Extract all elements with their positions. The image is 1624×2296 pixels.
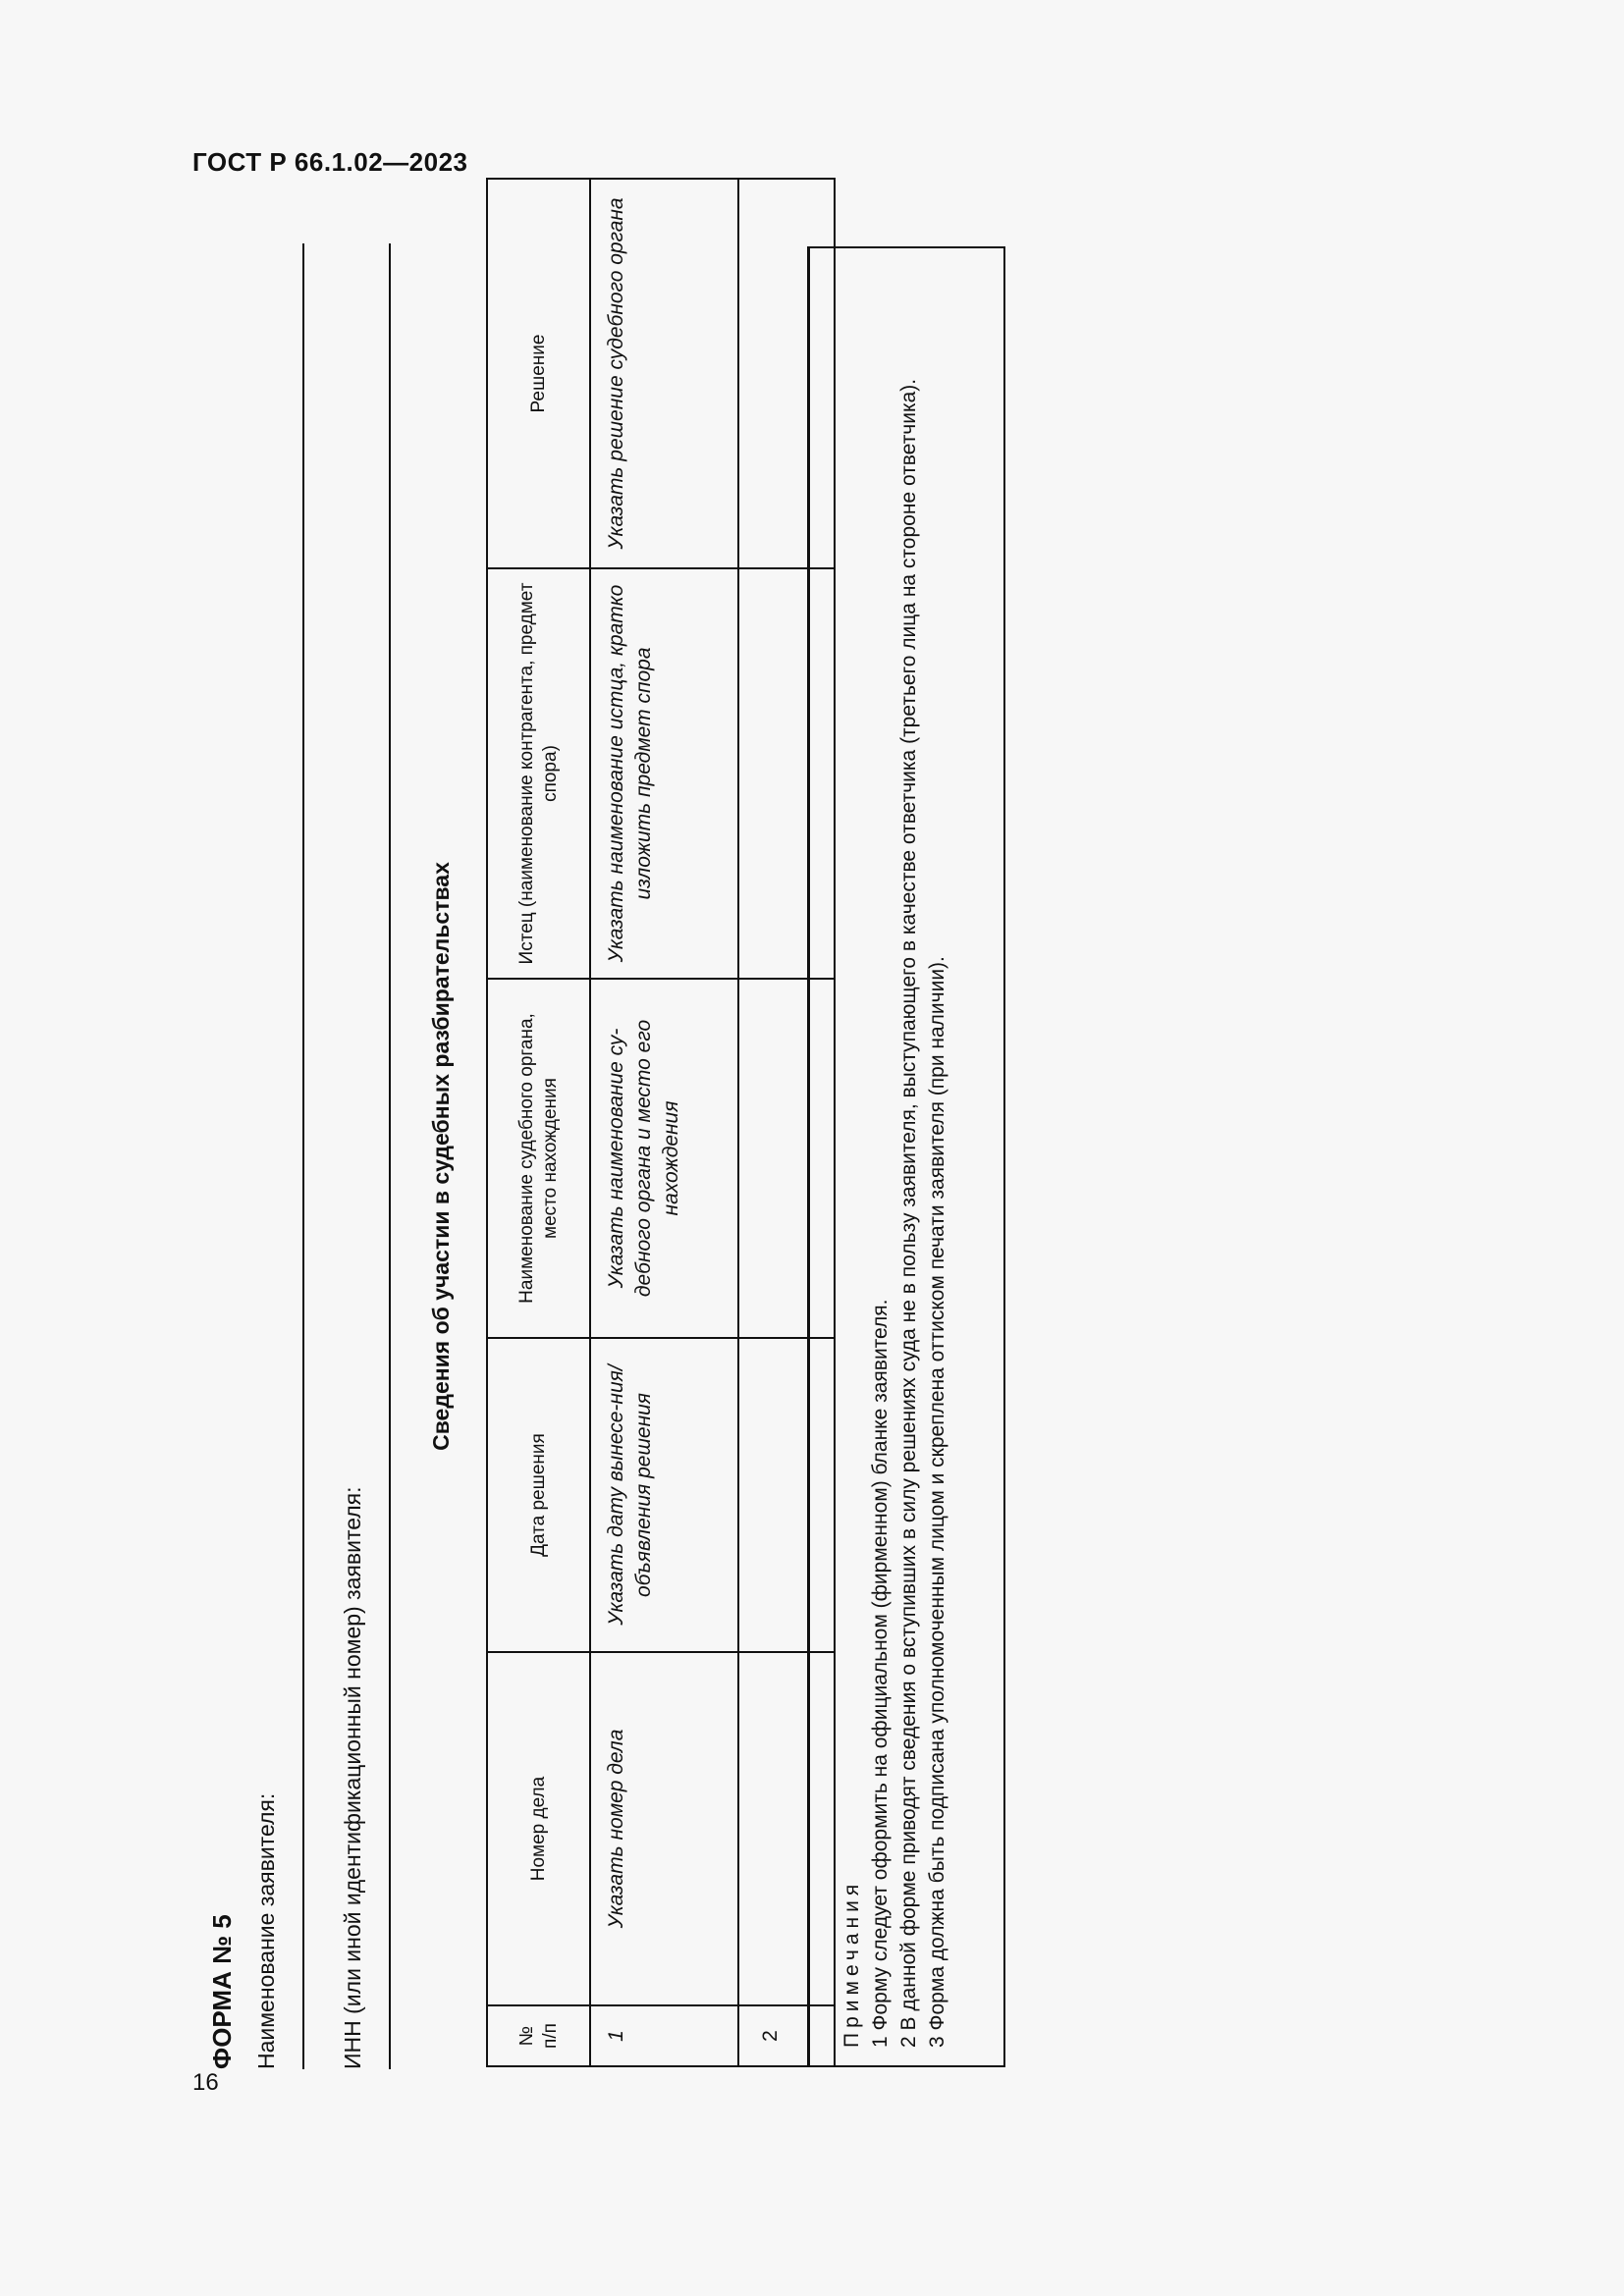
header-cell: № п/п — [487, 2005, 590, 2066]
page-number: 16 — [192, 2069, 219, 2096]
table-cell: 2 — [738, 2005, 835, 2066]
table-cell: Указать решение судебного органа — [590, 179, 738, 568]
header-cell: Наименование судебного органа, место нахождения — [487, 979, 590, 1338]
applicant-name-label: Наименование заявителя: — [253, 1792, 279, 2069]
table-cell: 1 — [590, 2005, 738, 2066]
table-row — [590, 179, 738, 2066]
applicant-name-line — [302, 243, 304, 2069]
litigation-table — [486, 178, 836, 2067]
header-cell: Дата решения — [487, 1338, 590, 1652]
notes-title: Примечания — [840, 1879, 863, 2048]
table-cell: Указать дату вынесе-ния/объявления решения — [590, 1338, 738, 1652]
note-item: 3 Форма должна быть подписана уполномоченным лицом и скреплена оттиском печати заявителя (при наличии). — [926, 956, 948, 2048]
note-item: 2 В данной форме приводят сведения о вступивших в силу решениях суда не в пользу заявителя, выступающего в качестве ответчика (третьего лица на стороне ответчика). — [897, 378, 920, 2048]
table-header-row — [487, 179, 590, 2066]
notes-block — [807, 246, 1005, 2067]
header-cell: Решение — [487, 179, 590, 568]
form-title: ФОРМА № 5 — [207, 1914, 237, 2069]
header-cell: Истец (наименование контрагента, предмет спора) — [487, 568, 590, 979]
document-code: ГОСТ Р 66.1.02—2023 — [192, 147, 468, 177]
inn-label: ИНН (или иной идентификационный номер) заявителя: — [340, 1486, 365, 2069]
header-cell: Номер дела — [487, 1652, 590, 2005]
table-cell: Указать наименование истца, кратко изложить предмет спора — [590, 568, 738, 979]
inn-line — [389, 243, 391, 2069]
note-item: 1 Форму следует оформить на официальном (фирменном) бланке заявителя. — [869, 1299, 892, 2048]
section-title: Сведения об участии в судебных разбирательствах — [428, 862, 454, 1451]
table-cell: Указать номер дела — [590, 1652, 738, 2005]
table-cell: Указать наименование су-дебного органа и место его нахождения — [590, 979, 738, 1338]
rotated-form — [189, 197, 1014, 2069]
